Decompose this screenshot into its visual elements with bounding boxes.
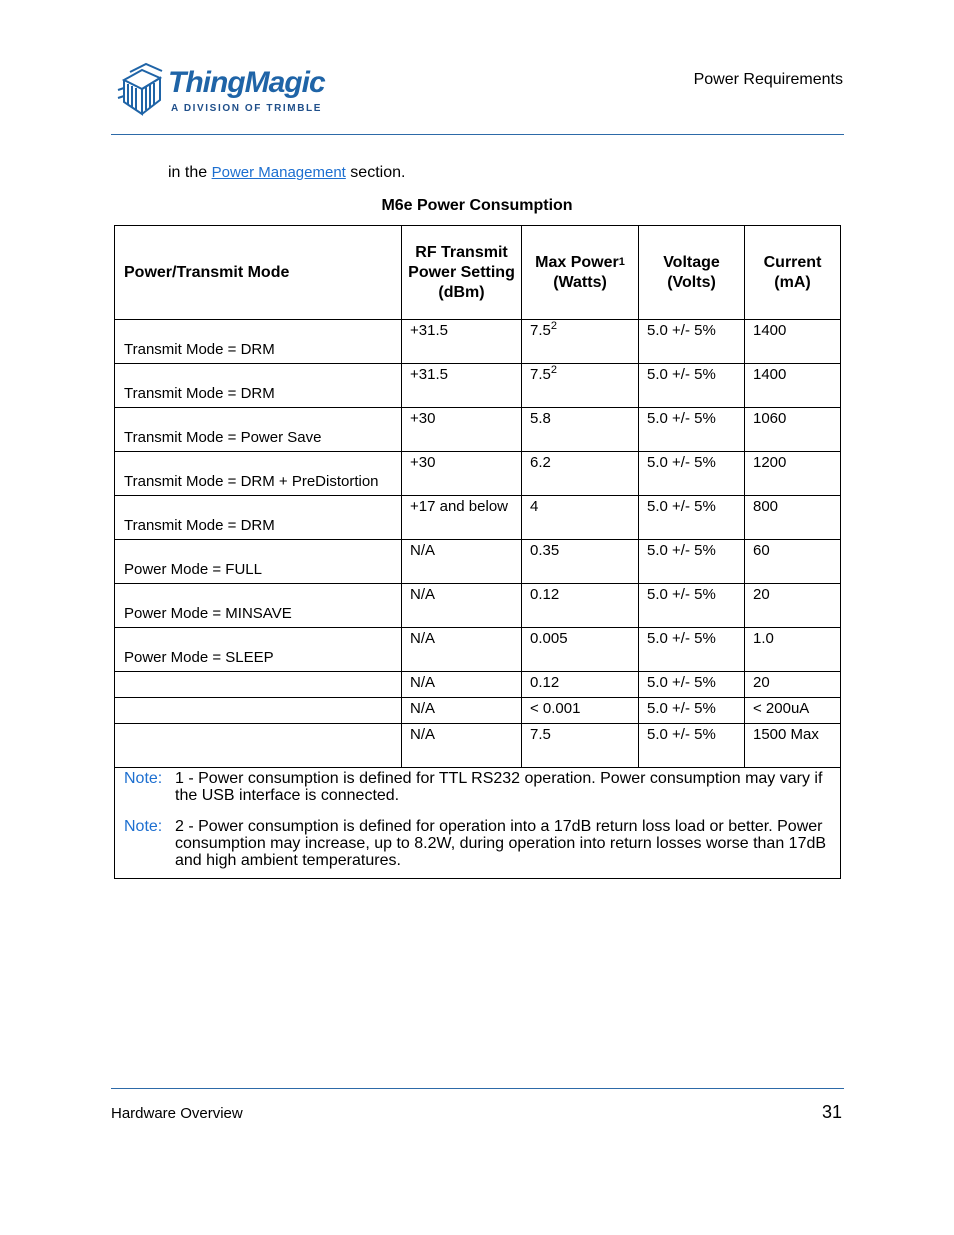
intro-text [168,164,405,182]
rf-power-cell [402,452,522,496]
current-cell-value: 1400 [753,322,787,339]
page-number: 31 [821,1102,842,1122]
voltage-cell-value: 5.0 +/- 5% [647,498,716,515]
rf-power-cell-value: N/A [410,674,436,691]
max-power-cell-value: 0.005 [530,630,568,647]
current-cell [745,724,841,768]
current-cell-value: 1500 Max [753,726,819,743]
current-cell-value: 800 [753,498,779,515]
current-cell [745,584,841,628]
mode-cell-value: Power Mode = SLEEP [124,649,274,666]
power-consumption-table [114,225,841,879]
rf-power-cell [402,320,522,364]
max-power-cell [522,724,639,768]
table-row [115,724,841,768]
current-cell-value: 20 [753,586,770,603]
rf-power-cell [402,672,522,698]
current-cell-value: 1200 [753,454,787,471]
rf-power-cell [402,408,522,452]
current-cell-value: < 200uA [753,700,810,717]
voltage-cell [639,724,745,768]
header-current: Current (mA) [745,226,841,320]
footnote-marker: 2 [550,364,557,376]
table-row [115,320,841,364]
notes-row [115,768,841,879]
note-2 [124,818,828,869]
mode-cell-value: Transmit Mode = DRM [124,517,275,534]
header-divider [111,134,844,135]
intro-suffix: section. [350,164,406,181]
mode-cell [115,672,402,698]
table-row [115,672,841,698]
intro-prefix: in the [168,164,208,181]
logo-name: ThingMagic [168,66,325,99]
mode-cell [115,724,402,768]
table-row [115,540,841,584]
table-row [115,364,841,408]
table-row [115,452,841,496]
mode-cell [115,628,402,672]
current-cell [745,320,841,364]
current-cell [745,408,841,452]
max-power-cell [522,320,639,364]
rf-power-cell [402,584,522,628]
max-power-cell-value: 7.5 [530,726,551,743]
current-cell-value: 20 [753,674,770,691]
voltage-cell-value: 5.0 +/- 5% [647,630,716,647]
current-cell [745,698,841,724]
max-power-cell-value: 6.2 [530,454,551,471]
max-power-cell-value: 5.8 [530,410,551,427]
max-power-cell-value: 7.5 [530,322,551,339]
page-header [111,58,844,136]
mode-cell-value: Transmit Mode = Power Save [124,429,322,446]
rf-power-cell-value: N/A [410,726,436,743]
table-row [115,584,841,628]
max-power-cell-value: 0.12 [530,674,560,691]
rf-power-cell [402,496,522,540]
max-power-cell-value: < 0.001 [530,700,581,717]
mode-cell-value: Power Mode = FULL [124,561,262,578]
voltage-cell-value: 5.0 +/- 5% [647,322,716,339]
rf-power-cell-value: +30 [410,410,436,427]
rf-power-cell [402,364,522,408]
voltage-cell [639,672,745,698]
current-cell-value: 1400 [753,366,787,383]
mode-cell [115,364,402,408]
current-cell [745,364,841,408]
header-max-power [522,226,639,320]
section-title: Power Requirements [693,71,843,88]
max-power-cell [522,698,639,724]
max-power-cell [522,496,639,540]
voltage-cell-value: 5.0 +/- 5% [647,542,716,559]
logo-cube-icon [116,62,168,118]
voltage-cell [639,584,745,628]
rf-power-cell [402,628,522,672]
logo-subtitle: A DIVISION OF TRIMBLE [171,103,323,114]
footer-divider [111,1088,844,1089]
table-row [115,628,841,672]
max-power-cell-value: 7.5 [530,366,551,383]
note-2-text: 2 - Power consumption is defined for operation into a 17dB return loss load or better. Power consumption may increase, up to 8.2W, during operation into return losses worse than 17dB and high ambient temperatures. [175,818,827,869]
rf-power-cell-value: +17 and below [410,498,508,515]
note-2-label: Note: [124,818,163,835]
max-power-cell [522,540,639,584]
table-row [115,496,841,540]
max-power-cell [522,672,639,698]
current-cell-value: 1.0 [753,630,774,647]
max-power-cell [522,628,639,672]
mode-cell [115,540,402,584]
voltage-cell-value: 5.0 +/- 5% [647,410,716,427]
header-rf-power: RF Transmit Power Setting (dBm) [402,226,522,320]
rf-power-cell-value: +30 [410,454,436,471]
header-voltage: Voltage (Volts) [639,226,745,320]
rf-power-cell [402,540,522,584]
power-management-link[interactable]: Power Management [211,164,346,181]
voltage-cell-value: 5.0 +/- 5% [647,366,716,383]
note-1-label: Note: [124,770,163,787]
max-power-footnote: 1 [618,255,625,268]
voltage-cell-value: 5.0 +/- 5% [647,700,716,717]
max-power-cell [522,364,639,408]
max-power-cell-value: 0.12 [530,586,560,603]
rf-power-cell-value: N/A [410,630,436,647]
rf-power-cell [402,724,522,768]
mode-cell [115,698,402,724]
notes-cell [115,768,841,879]
current-cell-value: 1060 [753,410,787,427]
current-cell-value: 60 [753,542,770,559]
mode-cell [115,320,402,364]
table-row [115,408,841,452]
header-mode: Power/Transmit Mode [115,226,402,320]
max-power-cell [522,452,639,496]
max-power-cell [522,408,639,452]
max-power-unit: (Watts) [553,273,607,291]
mode-cell-value: Power Mode = MINSAVE [124,605,292,622]
thingmagic-logo [116,62,331,120]
mode-cell [115,452,402,496]
rf-power-cell-value: N/A [410,586,436,603]
note-1-text: 1 - Power consumption is defined for TTL RS232 operation. Power consumption may vary if the USB interface is connected. [175,770,823,804]
rf-power-cell-value: N/A [410,542,436,559]
max-power-cell-value: 0.35 [530,542,560,559]
voltage-cell-value: 5.0 +/- 5% [647,674,716,691]
voltage-cell [639,628,745,672]
rf-power-cell-value: N/A [410,700,436,717]
voltage-cell [639,496,745,540]
max-power-cell-value: 4 [530,498,539,515]
current-cell [745,628,841,672]
voltage-cell-value: 5.0 +/- 5% [647,726,716,743]
footer-section: Hardware Overview [111,1105,243,1122]
voltage-cell [639,320,745,364]
mode-cell [115,496,402,540]
mode-cell-value: Transmit Mode = DRM + PreDistortion [124,473,379,490]
mode-cell-value: Transmit Mode = DRM [124,341,275,358]
table-row [115,698,841,724]
rf-power-cell-value: +31.5 [410,366,448,383]
voltage-cell-value: 5.0 +/- 5% [647,586,716,603]
rf-power-cell [402,698,522,724]
voltage-cell [639,408,745,452]
max-power-cell [522,584,639,628]
rf-power-cell-value: +31.5 [410,322,448,339]
current-cell [745,672,841,698]
mode-cell [115,584,402,628]
current-cell [745,540,841,584]
mode-cell [115,408,402,452]
voltage-cell [639,452,745,496]
table-header-row [115,226,841,320]
voltage-cell [639,540,745,584]
voltage-cell [639,698,745,724]
mode-cell-value: Transmit Mode = DRM [124,385,275,402]
table-caption: M6e Power Consumption [381,197,573,214]
note-1 [124,770,828,804]
voltage-cell-value: 5.0 +/- 5% [647,454,716,471]
current-cell [745,496,841,540]
current-cell [745,452,841,496]
voltage-cell [639,364,745,408]
max-power-label: Max Power [535,253,619,271]
footnote-marker: 2 [550,320,557,332]
